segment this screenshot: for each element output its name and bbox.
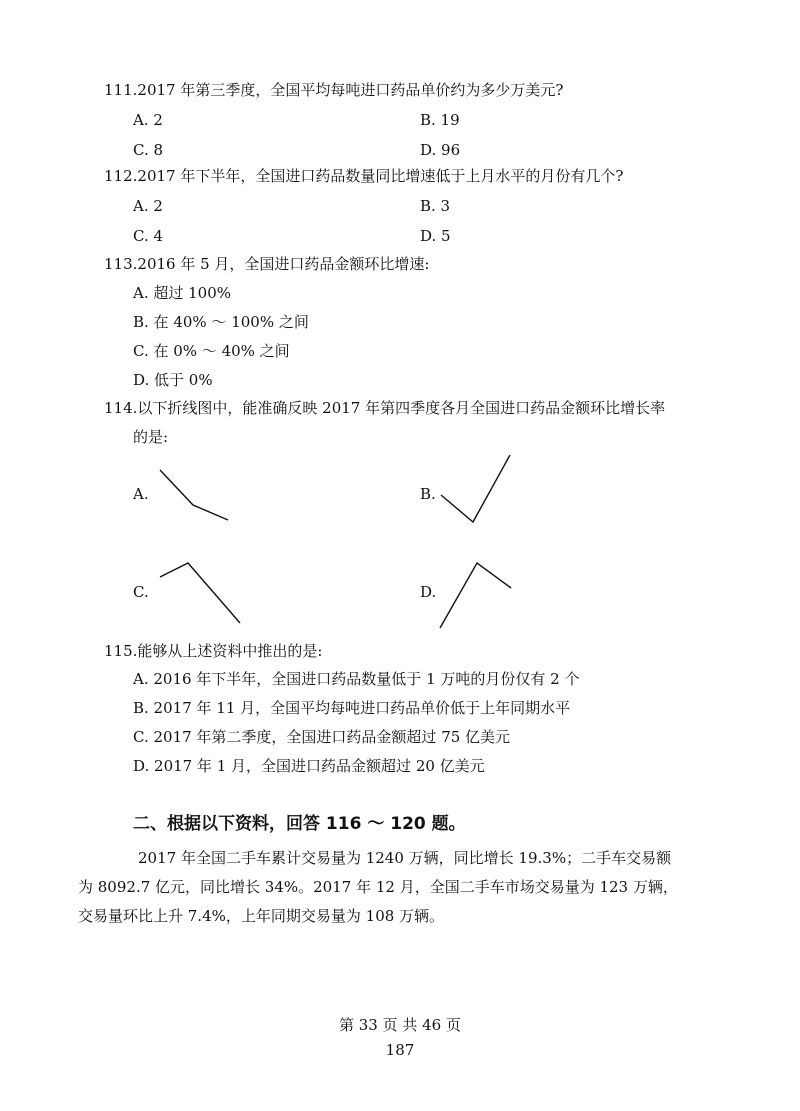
section-heading: 二、根据以下资料，回答 116 ～ 120 题。 xyxy=(133,814,466,834)
q115-stem: 115.能够从上述资料中推出的是: xyxy=(104,642,323,660)
q115-option-d: D. 2017 年 1 月，全国进口药品金额超过 20 亿美元 xyxy=(133,757,485,775)
q114-option-c-label: C. xyxy=(133,583,149,601)
option-a-polyline xyxy=(160,470,228,520)
paragraph-line-2: 为 8092.7 亿元，同比增长 34%。2017 年 12 月，全国二手车市场交易量为 123 万辆， xyxy=(78,878,678,896)
q114-stem-line2: 的是: xyxy=(133,428,169,446)
q114-option-a-label: A. xyxy=(133,485,149,503)
q112-option-c: C. 4 xyxy=(133,227,164,245)
q111-option-a: A. 2 xyxy=(133,111,163,129)
q115-option-b: B. 2017 年 11 月，全国平均每吨进口药品单价低于上年同期水平 xyxy=(133,699,571,717)
q113-stem: 113.2016 年 5 月，全国进口药品金额环比增速: xyxy=(104,255,430,273)
q114-option-d-label: D. xyxy=(420,583,437,601)
q111-option-c: C. 8 xyxy=(133,141,164,159)
option-c-polyline xyxy=(160,563,240,623)
section-paragraph xyxy=(78,844,698,931)
paragraph-line-1: 2017 年全国二手车累计交易量为 1240 万辆，同比增长 19.3%；二手车交易额 xyxy=(138,849,672,867)
q115-option-c: C. 2017 年第二季度，全国进口药品金额超过 75 亿美元 xyxy=(133,728,511,746)
q114-option-a-line-chart xyxy=(155,465,235,525)
q114-stem-line1: 114.以下折线图中，能准确反映 2017 年第四季度各月全国进口药品金额环比增长率 xyxy=(104,399,666,417)
page-label: 第 33 页 共 46 页 xyxy=(338,1016,461,1034)
q112-stem: 112.2017 年下半年，全国进口药品数量同比增速低于上月水平的月份有几个? xyxy=(104,167,624,185)
q113-option-a: A. 超过 100% xyxy=(133,284,232,302)
q114-option-b-line-chart xyxy=(436,453,516,525)
q113-option-c: C. 在 0% ～ 40% 之间 xyxy=(133,342,290,360)
q111-stem: 111.2017 年第三季度，全国平均每吨进口药品单价约为多少万美元? xyxy=(104,81,564,99)
q112-option-b: B. 3 xyxy=(420,197,451,215)
q113-option-b: B. 在 40% ～ 100% 之间 xyxy=(133,313,309,331)
q112-option-a: A. 2 xyxy=(133,197,163,215)
q115-option-a: A. 2016 年下半年，全国进口药品数量低于 1 万吨的月份仅有 2 个 xyxy=(133,670,580,688)
option-b-polyline xyxy=(441,455,510,522)
q114-option-d-line-chart xyxy=(436,558,516,632)
q113-option-d: D. 低于 0% xyxy=(133,371,213,389)
q111-option-d: D. 96 xyxy=(420,141,461,159)
q114-option-b-label: B. xyxy=(420,485,436,503)
q112-option-d: D. 5 xyxy=(420,227,451,245)
q114-option-c-line-chart xyxy=(156,560,246,626)
option-d-polyline xyxy=(440,563,511,628)
paragraph-line-3: 交易量环比上升 7.4%，上年同期交易量为 108 万辆。 xyxy=(78,907,445,925)
q111-option-b: B. 19 xyxy=(420,111,460,129)
page-number: 187 xyxy=(385,1041,415,1059)
